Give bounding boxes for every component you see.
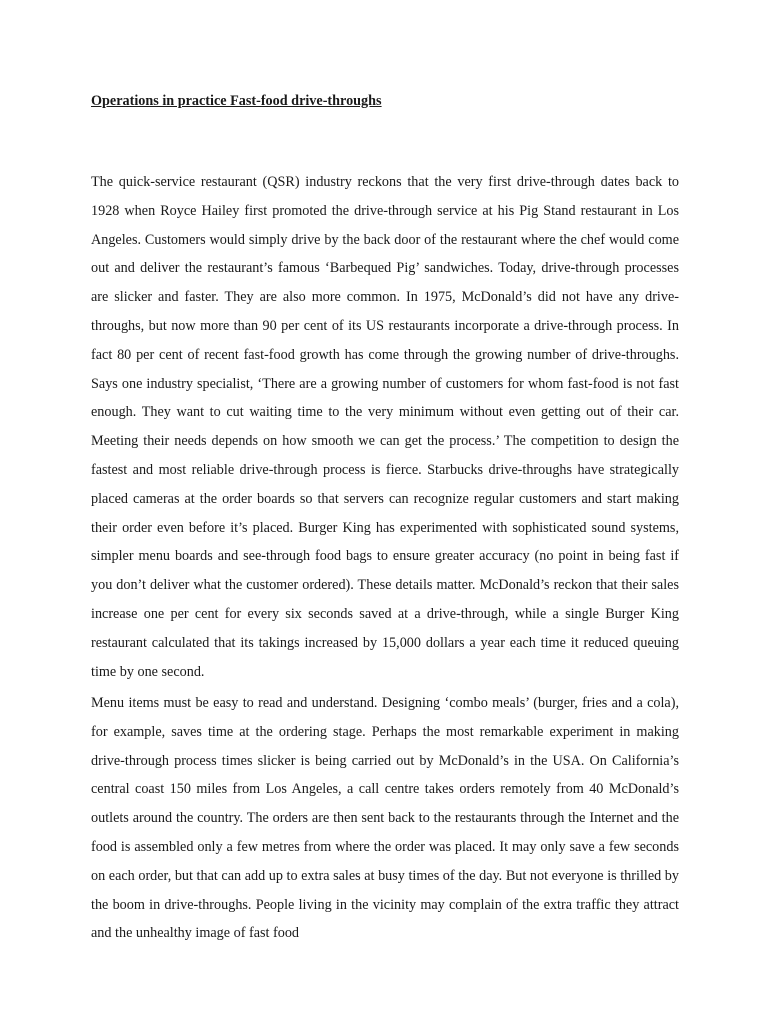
paragraph-2: Menu items must be easy to read and understand. Designing ‘combo meals’ (burger, fries and a cola), for example, saves time at the ordering stage. Perhaps the most remarkable experiment in making drive-through process times slicker is being carried out by McDonald’s in the USA. On California’s central coast 150 miles from Los Angeles, a call centre takes orders remotely from 40 McDonald’s outlets around the country. The orders are then sent back to the restaurants through the Internet and the food is assembled only a few metres from where the order was placed. It may only save a few seconds on each order, but that can add up to extra sales at busy times of the day. But not everyone is thrilled by the boom in drive-throughs. People living in the vicinity may complain of the extra traffic they attract and the unhealthy image of fast food [91,695,679,942]
paragraph-1: The quick-service restaurant (QSR) industry reckons that the very first drive-through dates back to 1928 when Royce Hailey first promoted the drive-through service at his Pig Stand restaurant in Los Angeles. Customers would simply drive by the back door of the restaurant where the chef would come out and deliver the restaurant’s famous ‘Barbequed Pig’ sandwiches. Today, drive-through processes are slicker and faster. They are also more common. In 1975, McDonald’s did not have any drive-throughs, but now more than 90 per cent of its US restaurants incorporate a drive-through process. In fact 80 per cent of recent fast-food growth has come through the growing number of drive-throughs. Says one industry specialist, ‘There are a growing number of customers for whom fast-food is not fast enough. They want to cut waiting time to the very minimum without even getting out of their car. Meeting their needs depends on how smooth we can get the process.’ The competition to design the fastest and most reliable drive-through process is fierce. Starbucks drive-throughs have strategically placed cameras at the order boards so that servers can recognize regular customers and start making their order even before it’s placed. Burger King has experimented with sophisticated sound systems, simpler menu boards and see-through food bags to ensure greater accuracy (no point in being fast if you don’t deliver what the customer ordered). These details matter. McDonald’s reckon that their sales increase one per cent for every six seconds saved at a drive-through, while a single Burger King restaurant calculated that its takings increased by 15,000 dollars a year each time it reduced queuing time by one second. [91,174,679,680]
document-title: Operations in practice Fast-food drive-throughs [91,93,382,109]
